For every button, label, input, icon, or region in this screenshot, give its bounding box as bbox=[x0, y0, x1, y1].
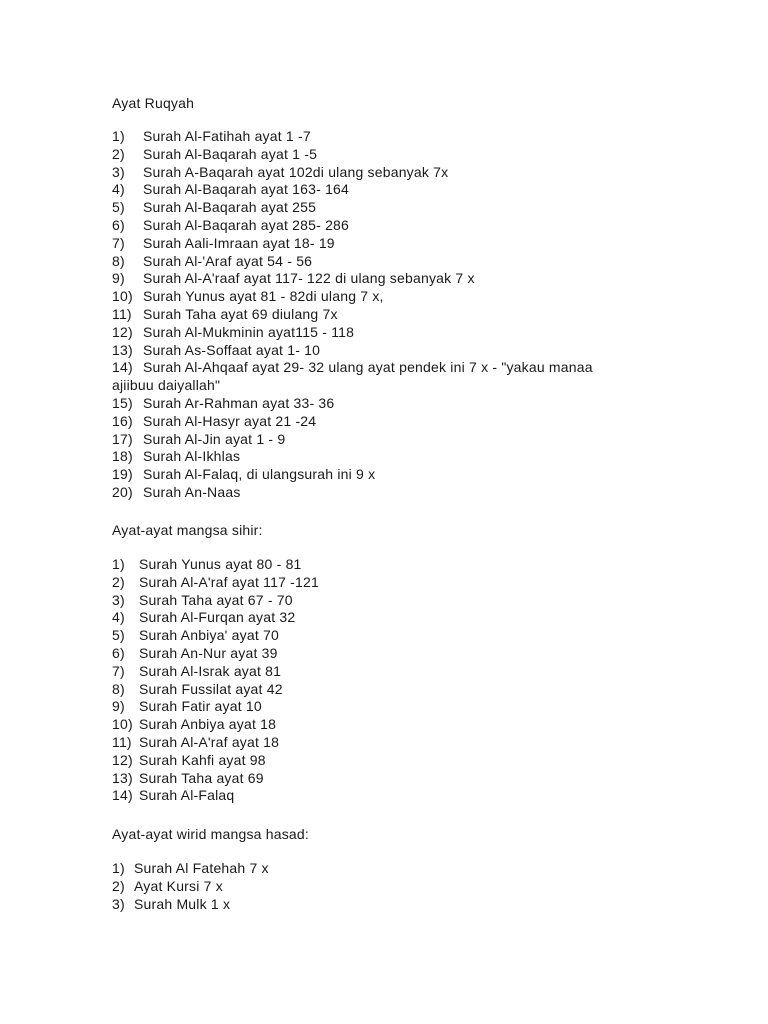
list-item bbox=[112, 663, 632, 681]
item-text: Surah Al-A'raaf ayat 117- 122 di ulang sebanyak 7 x bbox=[143, 270, 475, 287]
item-text: Surah Taha ayat 69 bbox=[139, 769, 264, 786]
item-text: Surah Al-Baqarah ayat 163- 164 bbox=[143, 181, 350, 198]
list-item bbox=[112, 681, 632, 699]
item-number: 15) bbox=[112, 394, 133, 411]
item-text: Surah Anbiya ayat 18 bbox=[139, 716, 277, 733]
list-item bbox=[112, 235, 632, 253]
list-item bbox=[112, 199, 632, 217]
list-item bbox=[112, 217, 632, 235]
list-item bbox=[112, 860, 632, 878]
item-text: Surah Al-Jin ayat 1 - 9 bbox=[143, 430, 286, 447]
item-text: Surah Al-'Araf ayat 54 - 56 bbox=[143, 252, 313, 269]
item-number: 2) bbox=[112, 145, 125, 162]
item-number: 2) bbox=[112, 573, 125, 590]
item-number: 19) bbox=[112, 466, 133, 483]
item-text: Surah An-Nur ayat 39 bbox=[139, 644, 278, 661]
item-number: 5) bbox=[112, 627, 125, 644]
list-item bbox=[112, 752, 632, 770]
list-item bbox=[112, 484, 632, 502]
item-number: 13) bbox=[112, 341, 133, 358]
item-number: 9) bbox=[112, 270, 125, 287]
item-number: 3) bbox=[112, 895, 125, 912]
item-text: Surah Al-A'raf ayat 117 -121 bbox=[139, 573, 320, 590]
item-text: Surah Al-Baqarah ayat 285- 286 bbox=[143, 216, 350, 233]
item-text: Ayat Kursi 7 x bbox=[134, 877, 223, 894]
item-text: Surah Al-Baqarah ayat 1 -5 bbox=[143, 145, 318, 162]
item-text: Surah Al-Mukminin ayat115 - 118 bbox=[143, 323, 355, 340]
list-item bbox=[112, 164, 632, 182]
list-item bbox=[112, 466, 632, 484]
section-title-mangsa-sihir: Ayat-ayat mangsa sihir: bbox=[112, 522, 263, 538]
item-text: Surah Fussilat ayat 42 bbox=[139, 680, 283, 697]
list-item bbox=[112, 787, 632, 805]
item-text: Surah Ar-Rahman ayat 33- 36 bbox=[143, 394, 335, 411]
list-item bbox=[112, 146, 632, 164]
list-item bbox=[112, 181, 632, 199]
list-item bbox=[112, 288, 632, 306]
item-number: 11) bbox=[112, 733, 132, 750]
item-text: Surah Al-Fatihah ayat 1 -7 bbox=[143, 128, 311, 144]
list-item bbox=[112, 395, 632, 413]
list-item bbox=[112, 770, 632, 788]
item-number: 9) bbox=[112, 698, 125, 715]
item-text: Surah Mulk 1 x bbox=[134, 895, 231, 912]
list-item bbox=[112, 128, 632, 146]
list-item bbox=[112, 253, 632, 271]
list-item bbox=[112, 556, 632, 574]
item-number: 12) bbox=[112, 751, 133, 768]
item-text: Surah As-Soffaat ayat 1- 10 bbox=[143, 341, 321, 358]
item-text: Surah Yunus ayat 80 - 81 bbox=[139, 556, 302, 572]
item-number: 1) bbox=[112, 556, 125, 572]
item-number: 14) bbox=[112, 359, 133, 376]
item-text: Surah Al-Israk ayat 81 bbox=[139, 662, 282, 679]
item-number: 17) bbox=[112, 430, 133, 447]
item-text: Surah Aali-Imraan ayat 18- 19 bbox=[143, 234, 335, 251]
item-number: 2) bbox=[112, 877, 125, 894]
list-item bbox=[112, 609, 632, 627]
list-item bbox=[112, 878, 632, 896]
item-text: Surah Al-Falaq, di ulangsurah ini 9 x bbox=[143, 466, 376, 483]
list-item bbox=[112, 306, 632, 324]
list-item bbox=[112, 716, 632, 734]
item-number: 3) bbox=[112, 163, 125, 180]
list-item bbox=[112, 698, 632, 716]
item-number: 8) bbox=[112, 680, 125, 697]
item-text: Surah Taha ayat 67 - 70 bbox=[139, 591, 293, 608]
item-text: Surah Fatir ayat 10 bbox=[139, 698, 262, 715]
item-text: Surah An-Naas bbox=[143, 483, 241, 500]
item-text: Surah A-Baqarah ayat 102di ulang sebanyak 7x bbox=[143, 163, 449, 180]
item-number: 10) bbox=[112, 716, 133, 733]
item-number: 7) bbox=[112, 662, 125, 679]
item-number: 6) bbox=[112, 644, 125, 661]
item-text: Surah Taha ayat 69 diulang 7x bbox=[143, 305, 338, 322]
item-text: Surah Al-Furqan ayat 32 bbox=[139, 609, 296, 626]
item-text: Surah Al Fatehah 7 x bbox=[134, 860, 269, 876]
list-item bbox=[112, 324, 632, 342]
list-item bbox=[112, 592, 632, 610]
item-text: Surah Anbiya' ayat 70 bbox=[139, 627, 279, 644]
item-number: 4) bbox=[112, 609, 125, 626]
item-number: 20) bbox=[112, 483, 133, 500]
item-number: 10) bbox=[112, 288, 133, 305]
item-number: 11) bbox=[112, 305, 132, 322]
section-title-ayat-ruqyah: Ayat Ruqyah bbox=[112, 95, 195, 111]
item-text: Surah Al-Falaq bbox=[139, 787, 235, 804]
item-text: Surah Al-A'raf ayat 18 bbox=[139, 733, 280, 750]
item-number: 13) bbox=[112, 769, 133, 786]
list-item bbox=[112, 574, 632, 592]
item-number: 12) bbox=[112, 323, 133, 340]
item-number: 1) bbox=[112, 860, 125, 876]
list-item bbox=[112, 359, 632, 395]
mangsa-sihir-list bbox=[112, 556, 632, 805]
item-number: 18) bbox=[112, 448, 133, 465]
item-number: 7) bbox=[112, 234, 125, 251]
list-item bbox=[112, 270, 632, 288]
item-number: 8) bbox=[112, 252, 125, 269]
list-item bbox=[112, 342, 632, 360]
list-item bbox=[112, 734, 632, 752]
item-number: 4) bbox=[112, 181, 125, 198]
item-text: Surah Al-Hasyr ayat 21 -24 bbox=[143, 412, 317, 429]
list-item bbox=[112, 645, 632, 663]
item-text: Surah Al-Ikhlas bbox=[143, 448, 241, 465]
list-item bbox=[112, 896, 632, 914]
wirid-hasad-list bbox=[112, 860, 632, 913]
list-item bbox=[112, 413, 632, 431]
item-number: 14) bbox=[112, 787, 133, 804]
list-item bbox=[112, 448, 632, 466]
section-title-wirid-hasad: Ayat-ayat wirid mangsa hasad: bbox=[112, 826, 309, 842]
item-number: 6) bbox=[112, 216, 125, 233]
ayat-ruqyah-list bbox=[112, 128, 632, 502]
item-text: Surah Kahfi ayat 98 bbox=[139, 751, 266, 768]
item-text: Surah Al-Ahqaaf ayat 29- 32 ulang ayat pendek ini 7 x - "yakau manaa ajiibuu daiyallah" bbox=[112, 359, 593, 394]
item-number: 3) bbox=[112, 591, 125, 608]
list-item bbox=[112, 627, 632, 645]
item-number: 5) bbox=[112, 199, 125, 216]
item-number: 1) bbox=[112, 128, 125, 144]
item-text: Surah Yunus ayat 81 - 82di ulang 7 x, bbox=[143, 288, 384, 305]
item-number: 16) bbox=[112, 412, 133, 429]
list-item bbox=[112, 431, 632, 449]
item-text: Surah Al-Baqarah ayat 255 bbox=[143, 199, 317, 216]
